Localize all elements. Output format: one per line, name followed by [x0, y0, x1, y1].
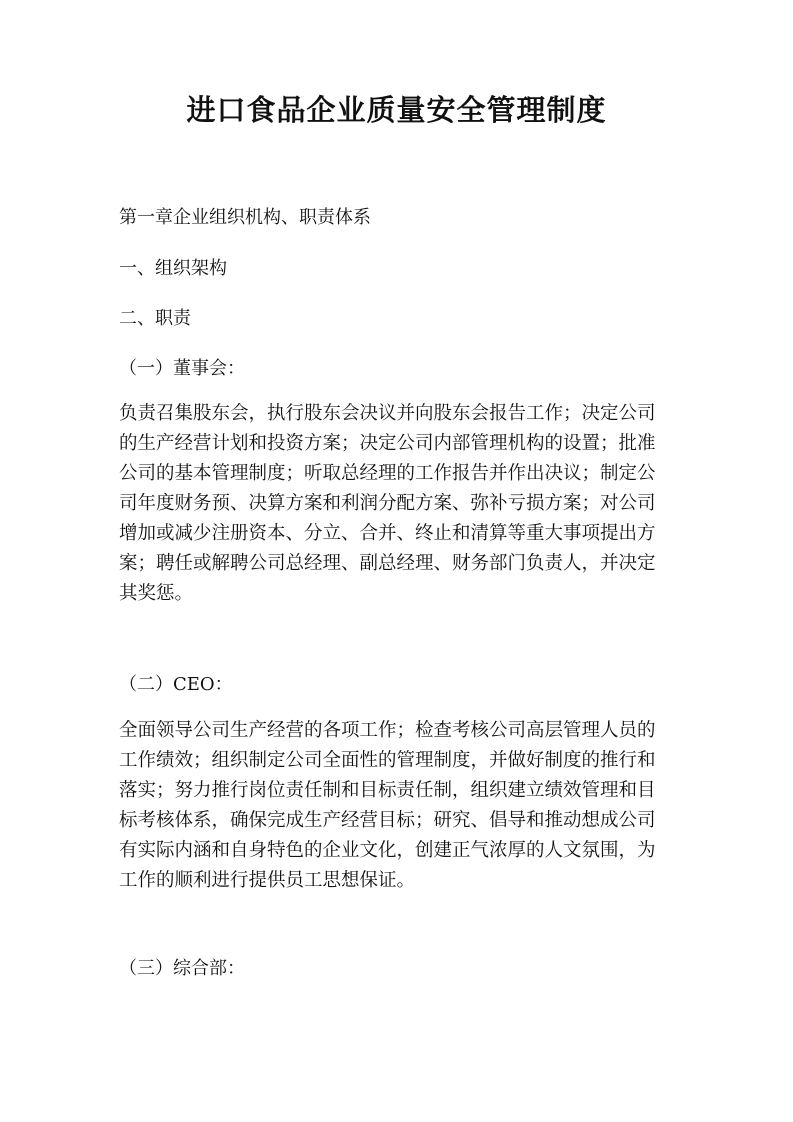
paragraph-line: 其奖惩。: [119, 583, 194, 604]
subsection-heading-ceo: （二）CEO：: [119, 674, 233, 695]
paragraph-line: 司年度财务预、决算方案和利润分配方案、弥补亏损方案；对公司: [119, 493, 656, 514]
paragraph-line: 标考核体系，确保完成生产经营目标；研究、倡导和推动想成公司: [119, 810, 656, 831]
paragraph-line: 增加或减少注册资本、分立、合并、终止和清算等重大事项提出方: [119, 523, 656, 544]
section-heading-org: 一、组织架构: [119, 258, 227, 279]
section-heading-duties: 二、职责: [119, 308, 191, 329]
chapter-heading: 第一章企业组织机构、职责体系: [119, 207, 371, 228]
subsection-heading-board: （一）董事会：: [119, 358, 245, 379]
paragraph-line: 的生产经营计划和投资方案；决定公司内部管理机构的设置；批准: [119, 433, 656, 454]
paragraph-line: 工作绩效；组织制定公司全面性的管理制度，并做好制度的推行和: [119, 750, 656, 771]
paragraph-line: 工作的顺利进行提供员工思想保证。: [119, 870, 416, 891]
ceo-duties-paragraph: [119, 716, 679, 896]
paragraph-line: 全面领导公司生产经营的各项工作；检查考核公司高层管理人员的: [119, 720, 656, 741]
paragraph-line: 落实；努力推行岗位责任制和目标责任制，组织建立绩效管理和目: [119, 780, 656, 801]
board-duties-paragraph: [119, 399, 679, 609]
paragraph-line: 公司的基本管理制度；听取总经理的工作报告并作出决议；制定公: [119, 463, 656, 484]
document-title: 进口食品企业质量安全管理制度: [186, 93, 607, 127]
subsection-heading-general-dept: （三）综合部：: [119, 958, 245, 979]
paragraph-line: 负责召集股东会，执行股东会决议并向股东会报告工作；决定公司: [119, 403, 656, 424]
paragraph-line: 案；聘任或解聘公司总经理、副总经理、财务部门负责人，并决定: [119, 553, 656, 574]
paragraph-line: 有实际内涵和自身特色的企业文化，创建正气浓厚的人文氛围，为: [119, 840, 656, 861]
